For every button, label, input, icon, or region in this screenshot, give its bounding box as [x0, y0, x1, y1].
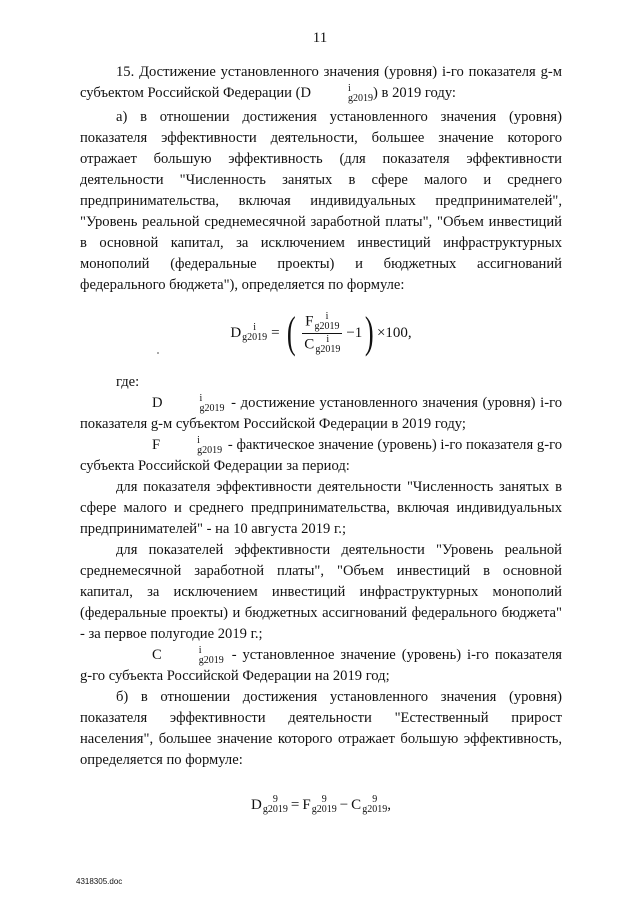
paragraph-15	[80, 62, 562, 104]
formula-1-lhs: D i g2019	[230, 322, 268, 344]
formula-2-c: C 9 g2019	[351, 794, 388, 816]
paragraph-wage: для показателей эффективности деятельности "Уровень реальной среднемесячной заработной платы", "Объем инвестиций в основной капитал, за исключением инвестиций инфраструктурных монополий (федеральные проекты) и бюджетных ассигнований федерального бюджета" - за первое полугодие 2019 г.;	[80, 542, 562, 642]
paragraph-15-text: 15. Достижение установленного значения (уровня) i-го показателя g-м субъектом Российской Федерации (	[80, 64, 562, 101]
document-body	[80, 62, 562, 833]
c-term: C i g2019	[152, 644, 224, 666]
formula-2-f: F 9 g2019	[302, 794, 337, 816]
formula-1-minus-one: −1	[346, 324, 363, 341]
formula-1-fraction	[301, 312, 343, 355]
scan-speck	[157, 352, 159, 354]
fraction-numerator: F i g2019	[302, 312, 342, 334]
formula-1-times: ×100,	[376, 324, 412, 341]
paragraph-15-end: ) в 2019 году:	[373, 85, 456, 101]
definition-f: F i g2019 - фактическое значение (уровень) i-го показателя g-го субъекта Российской Федерации за период:	[80, 434, 562, 474]
open-paren: (	[286, 308, 296, 357]
d-symbol: D i g2019	[300, 82, 374, 104]
paragraph-employment: для показателя эффективности деятельности "Численность занятых в сфере малого и среднего предпринимательства, включая индивидуальных предпринимателей" - на 10 августа 2019 г.;	[80, 479, 562, 537]
formula-2-equals: =	[290, 796, 300, 813]
definition-d: D i g2019 - достижение установленного значения (уровня) i-го показателя g-м субъектом Российской Федерации в 2019 году;	[80, 392, 562, 432]
formula-1-equals: =	[271, 324, 280, 341]
formula-2	[80, 785, 562, 825]
page-number: 11	[312, 30, 328, 46]
fraction-denominator: C i g2019	[304, 333, 341, 355]
formula-2-d: D 9 g2019	[251, 794, 288, 816]
formula-1	[80, 302, 562, 364]
close-paren: )	[365, 308, 375, 357]
definition-c: C i g2019 - установленное значение (уровень) i-го показателя g-го субъекта Российской Федерации на 2019 год;	[80, 644, 562, 684]
formula-2-minus: −	[339, 796, 349, 813]
d-term: D i g2019	[152, 392, 225, 414]
footer-filename: 4318305.doc	[76, 877, 123, 886]
formula-2-comma: ,	[387, 796, 391, 813]
paragraph-a: а) в отношении достижения установленного значения (уровня) показателя эффективности деятельности, большее значение которого отражает большую эффективность (для показателя эффективности деятельности "Численность занятых в сфере малого и среднего предпринимательства, включая индивидуальных предпринимателей", "Уровень реальной среднемесячной заработной платы", "Объем инвестиций в основной капитал, за исключением инвестиций инфраструктурных монополий (федеральные проекты) и бюджетных ассигнований федерального бюджета"), определяется по формуле:	[80, 109, 562, 293]
f-term: F i g2019	[152, 434, 223, 456]
paragraph-b: б) в отношении достижения установленного значения (уровня) показателя эффективности деятельности "Естественный прирост населения", большее значение которого отражает большую эффективность, определяется по формуле:	[80, 689, 562, 768]
where-label: где:	[116, 374, 140, 390]
